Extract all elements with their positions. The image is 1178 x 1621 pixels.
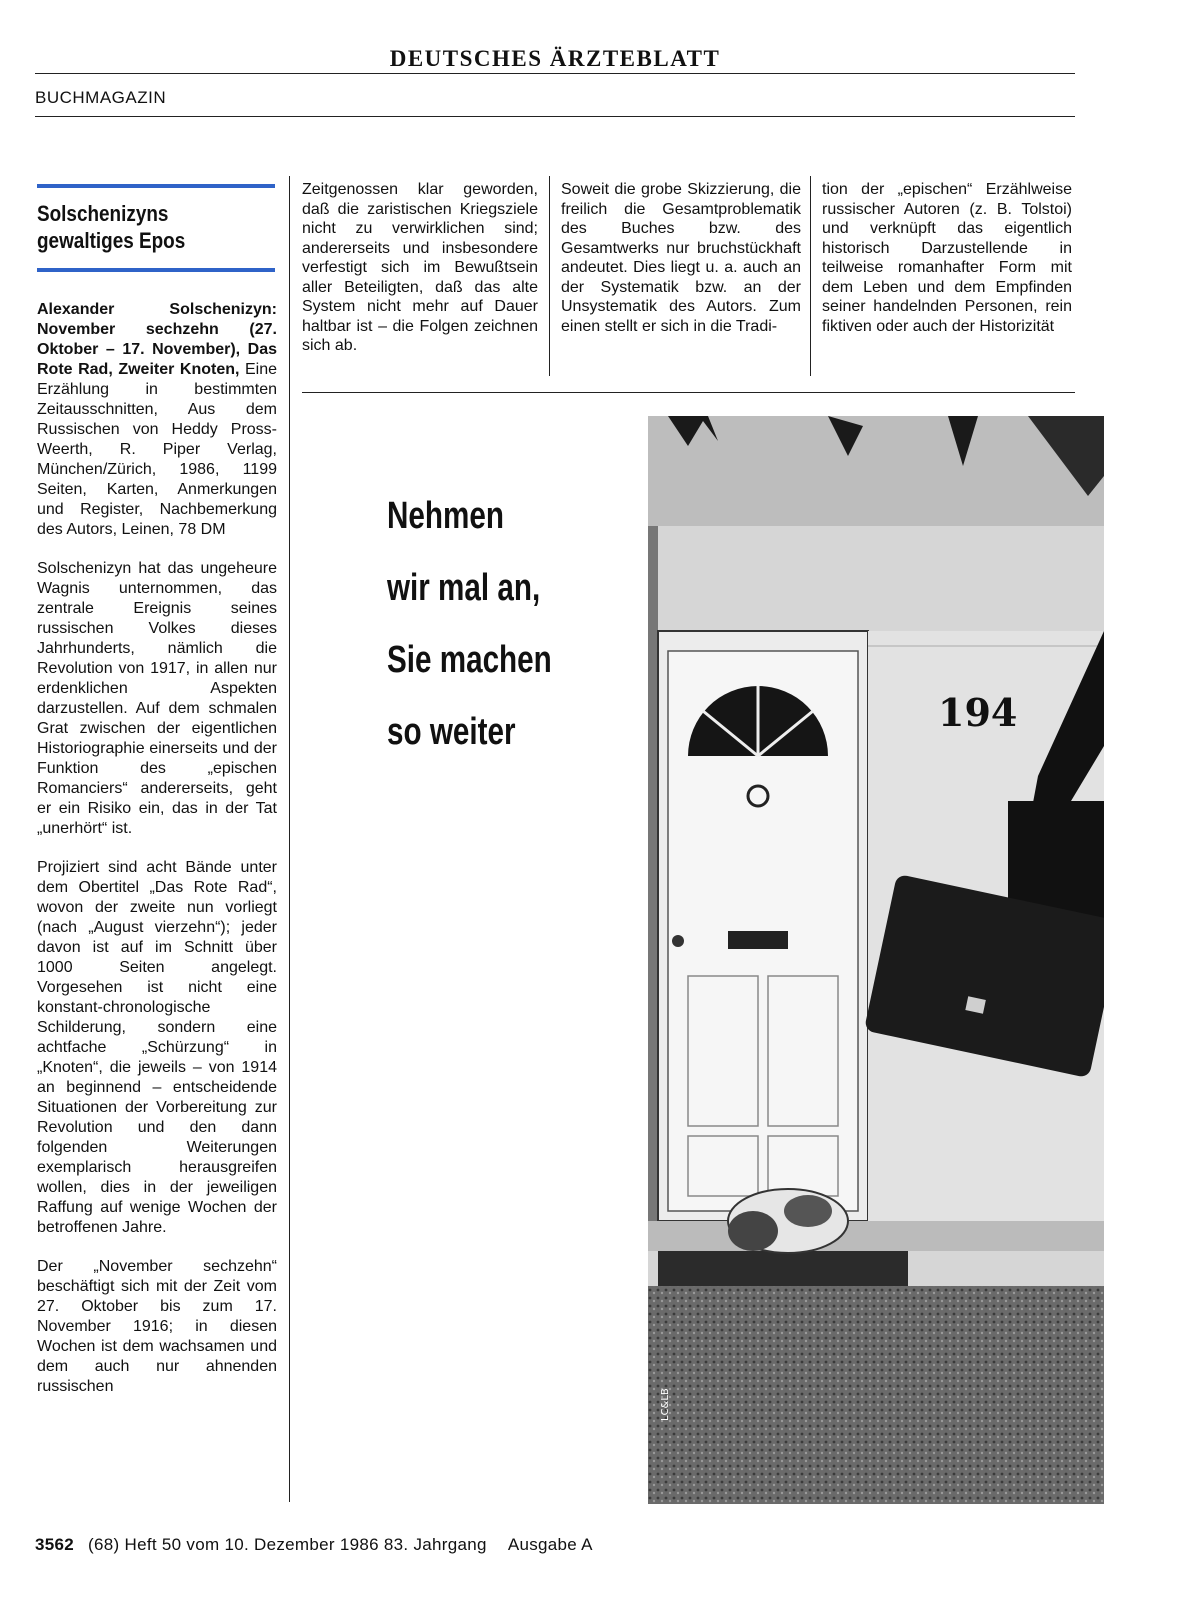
bibliography-details: Eine Erzählung in bestimmten Zeitausschnitten, Aus dem Russischen von Heddy Pross-Weerth, R. Piper Verlag, München/Zürich, 1986, 1199 Seiten, Karten, Anmerkungen und Register, Nachbemerkung des Autors, Leinen, 78 DM: [37, 361, 278, 538]
column-divider-2: [549, 176, 550, 376]
bibliography-title: Alexander Solschenizyn: November sechzehn (27. Oktober – 17. November), Das Rote Rad, Zweiter Knoten,: [37, 301, 277, 378]
masthead: DEUTSCHES ÄRZTEBLATT: [389, 46, 721, 71]
masthead-rule: [35, 73, 1075, 74]
issue-info: (68) Heft 50 vom 10. Dezember 1986 83. Jahrgang: [88, 1535, 487, 1554]
section-title: BUCHMAGAZIN: [35, 88, 167, 107]
bibliography: [37, 300, 277, 540]
article-headline: [37, 200, 278, 254]
photo-credit: LC&LB: [660, 1388, 671, 1421]
paragraph-2: Projiziert sind acht Bände unter dem Obertitel „Das Rote Rad“, wovon der zweite nun vorliegt (nach „August vierzehn“); jeder davon ist auf im Schnitt über 1000 Seiten angelegt. Vorgesehen ist nicht eine konstant-chronologische Schilderung, sondern eine achtfache „Schürzung“ in „Knoten“, die jeweils – von 1914 an beginnend – entscheidende Situationen der Vorbereitung zur Revolution und den dann folgenden Weiterungen exemplarisch herausgreifen wollen, dies in der jeweiligen Raffung auf wenige Wochen der betroffenen Jahre.: [37, 859, 277, 1236]
headline-bottom-bar: [37, 268, 275, 272]
top-column-4: tion der „epischen“ Erzählweise russischer Autoren (z. B. Tolstoi) und verknüpft das eigentlich historisch Darzustellende in teilweise romanhafter Form mit dem Leben und dem Empfinden seiner handelnden Personen, rein fiktiven oder auch der Historizität: [822, 181, 1072, 335]
column-divider-3: [810, 176, 811, 376]
page-number: 3562: [35, 1535, 75, 1554]
headline-line-1: Solschenizyns: [37, 201, 169, 226]
page-footer: [35, 1535, 599, 1555]
ad-line-1: Nehmen: [387, 495, 504, 537]
headline-line-2: gewaltiges Epos: [37, 228, 186, 253]
column-divider-main: [289, 176, 290, 1502]
headline-top-bar: [37, 184, 275, 188]
ad-photo: [648, 416, 1104, 1504]
top-column-2: Zeitgenossen klar geworden, daß die zaristischen Kriegsziele nicht zu verwirklichen sind; andererseits und insbesondere verfestigt sich im Bewußtsein aller Beteiligten, daß das alte System nicht mehr auf Dauer haltbar ist – die Folgen zeichnen sich ab.: [302, 181, 538, 354]
ad-line-4: so weiter: [387, 711, 516, 753]
top-column-3: Soweit die grobe Skizzierung, die freilich die Gesamtproblematik des Buches bzw. des Gesamtwerks nur bruchstückhaft andeutet. Dies liegt u. a. auch an der Systematik bzw. an der Unsystematik des Autors. Zum einen stellt er sich in die Tradi-: [561, 181, 801, 335]
ad-separator-rule: [302, 392, 1075, 393]
ad-slogan: [387, 480, 552, 768]
paragraph-3: Der „November sechzehn“ beschäftigt sich mit der Zeit vom 27. Oktober bis zum 17. November 1916; in diesen Wochen ist dem wachsamen und dem auch nur ahnenden russischen: [37, 1258, 277, 1395]
left-column: [37, 300, 277, 1416]
edition-info: Ausgabe A: [507, 1535, 593, 1554]
ad-line-2: wir mal an,: [387, 567, 541, 609]
paragraph-1: Solschenizyn hat das ungeheure Wagnis unternommen, das zentrale Ereignis seines russischen Volkes dieses Jahrhunderts, nämlich die Revolution von 1917, in allen nur erdenklichen Aspekten darzustellen. Auf dem schmalen Grat zwischen der eigentlichen Historiographie einerseits und der Funktion des „epischen Romanciers“ andererseits, geht er ein Risiko ein, das in der Tat „unerhört“ ist.: [37, 560, 277, 837]
section-rule: [35, 116, 1075, 117]
house-number: 194: [938, 690, 1018, 735]
ad-line-3: Sie machen: [387, 639, 552, 681]
